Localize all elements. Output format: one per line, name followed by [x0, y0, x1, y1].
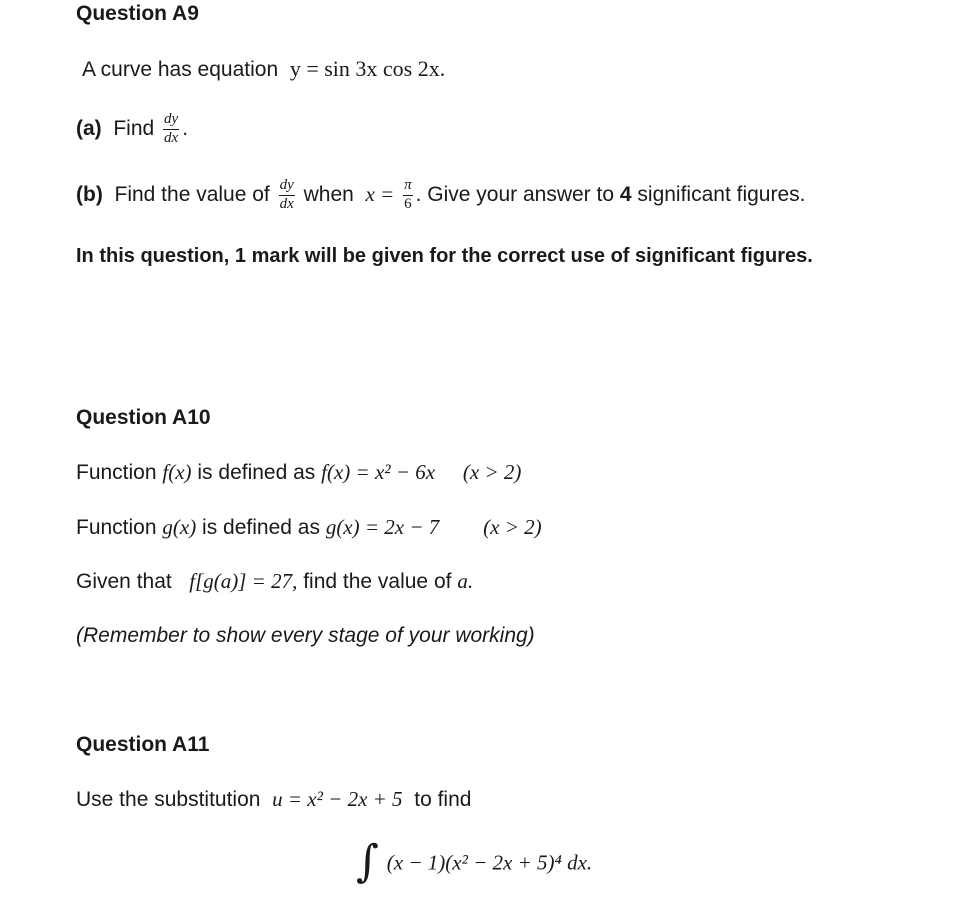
q11-heading: Question A11 [76, 733, 210, 756]
frac-numerator: dy [163, 112, 179, 130]
q10-g-definition [76, 517, 542, 538]
q10-remember: (Remember to show every stage of your working) [76, 624, 535, 647]
frac-numerator: dy [279, 178, 295, 196]
q10-g-domain: (x > 2) [483, 515, 542, 539]
q10-f-definition [76, 462, 521, 483]
q10-g-name: g(x) [162, 515, 197, 539]
q9-part-b-when: when [303, 182, 354, 206]
q10-given [76, 571, 473, 592]
q10-f-text2: is defined as [197, 461, 316, 484]
q9-part-b-text3: significant figures. [637, 182, 806, 206]
q11-integrand: (x − 1)(x² − 2x + 5)⁴ dx. [386, 850, 593, 875]
q9-intro [82, 58, 445, 80]
q10-given-variable: a. [457, 569, 474, 593]
q10-g-text1: Function [76, 516, 157, 539]
frac-denominator: dx [279, 195, 294, 212]
q10-f-equation: f(x) = x² − 6x [321, 460, 436, 484]
q10-given-text: Given that [76, 570, 172, 593]
q9-part-b-text1: Find the value of [114, 182, 270, 206]
q9-curve-equation: y = sin 3x cos 2x. [289, 56, 446, 81]
q9-intro-text: A curve has equation [82, 58, 279, 81]
q10-g-equation: g(x) = 2x − 7 [325, 515, 440, 539]
q11-integral [356, 836, 593, 887]
frac-numerator: π [403, 178, 413, 196]
q9-derivative-fraction-b [279, 178, 295, 213]
q9-part-b-text2: . Give your answer to [415, 182, 615, 206]
q9-derivative-fraction-a [163, 112, 179, 147]
q11-sub-text1: Use the substitution [76, 788, 261, 811]
frac-denominator: dx [164, 129, 179, 146]
q10-heading: Question A10 [76, 406, 211, 429]
q11-sub-text2: to find [414, 788, 472, 811]
q9-part-b [76, 178, 806, 213]
q10-given-equation: f[g(a)] = 27, [189, 569, 298, 593]
q10-g-text2: is defined as [202, 516, 320, 539]
q9-pi-over-six [403, 178, 413, 213]
q11-sub-equation: u = x² − 2x + 5 [272, 787, 403, 811]
q10-f-text1: Function [76, 461, 157, 484]
q10-f-name: f(x) [162, 460, 192, 484]
q9-part-b-sigfigs: 4 [619, 182, 632, 206]
q9-part-b-x-eq: x = [365, 181, 395, 206]
q9-part-b-label: (b) [76, 182, 103, 206]
q9-part-a-label: (a) [76, 116, 102, 140]
q9-note: In this question, 1 mark will be given for the correct use of significant figures. [76, 245, 813, 267]
q10-given-text2: find the value of [303, 570, 452, 593]
frac-denominator: 6 [404, 195, 412, 212]
q9-part-a-text: Find [113, 116, 155, 140]
q11-substitution [76, 789, 471, 810]
integral-sign-icon: ∫ [356, 836, 379, 887]
q9-part-a: (a) Find $\frac{dy}{dx}$ . [76, 111, 189, 146]
q9-heading: Question A9 [76, 2, 199, 25]
q10-f-domain: (x > 2) [462, 460, 522, 484]
